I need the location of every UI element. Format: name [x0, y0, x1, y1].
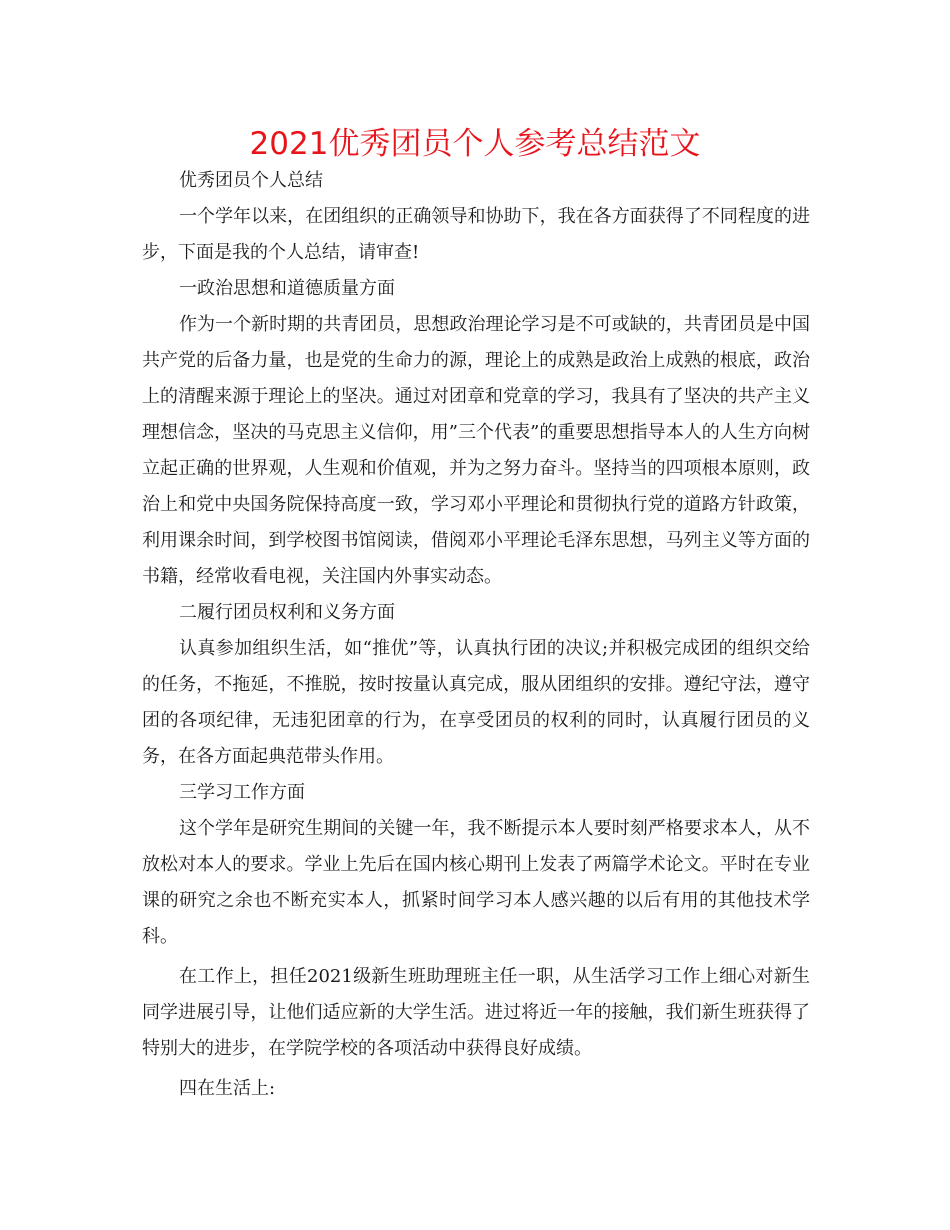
- paragraph-politics: 作为一个新时期的共青团员，思想政治理论学习是不可或缺的，共青团员是中国共产党的后备力量，也是党的生命力的源，理论上的成熟是政治上成熟的根底，政治上的清醒来源于理论上的坚决。通过对团章和党章的学习，我具有了坚决的共产主义理想信念，坚决的马克思主义信仰，用”三个代表”的重要思想指导本人的人生方向树立起正确的世界观，人生观和价值观，并为之努力奋斗。坚持当的四项根本原则，政治上和党中央国务院保持高度一致，学习邓小平理论和贯彻执行党的道路方针政策，利用课余时间，到学校图书馆阅读，借阅邓小平理论毛泽东思想，马列主义等方面的书籍，经常收看电视，关注国内外事实动态。: [142, 314, 810, 587]
- document-body: [142, 163, 810, 1107]
- paragraph-study: 这个学年是研究生期间的关键一年，我不断提示本人要时刻严格要求本人，从不放松对本人的要求。学业上先后在国内核心期刊上发表了两篇学术论文。平时在专业课的研究之余也不断充实本人，抓紧时间学习本人感兴趣的以后有用的其他技术学科。: [142, 818, 810, 947]
- paragraph-subtitle: 优秀团员个人总结: [179, 170, 323, 191]
- paragraph-rights: 认真参加组织生活，如“推优”等，认真执行团的决议;并积极完成团的组织交给的任务，不拖延，不推脱，按时按量认真完成，服从团组织的安排。遵纪守法，遵守团的各项纪律，无违犯团章的行为，在享受团员的权利的同时，认真履行团员的义务，在各方面起典范带头作用。: [142, 638, 810, 767]
- document-title: 2021优秀团员个人参考总结范文: [249, 126, 701, 162]
- section-heading-study: 三学习工作方面: [179, 782, 305, 803]
- section-heading-politics: 一政治思想和道德质量方面: [179, 278, 395, 299]
- paragraph-work: 在工作上，担任2021级新生班助理班主任一职，从生活学习工作上细心对新生同学进展引导，让他们适应新的大学生活。进过将近一年的接触，我们新生班获得了特别大的进步，在学院学校的各项活动中获得良好成绩。: [142, 966, 810, 1059]
- section-heading-rights: 二履行团员权利和义务方面: [179, 602, 395, 623]
- paragraph-intro: 一个学年以来，在团组织的正确领导和协助下，我在各方面获得了不同程度的进步，下面是我的个人总结，请审查!: [142, 206, 810, 263]
- section-heading-life: 四在生活上:: [179, 1078, 276, 1099]
